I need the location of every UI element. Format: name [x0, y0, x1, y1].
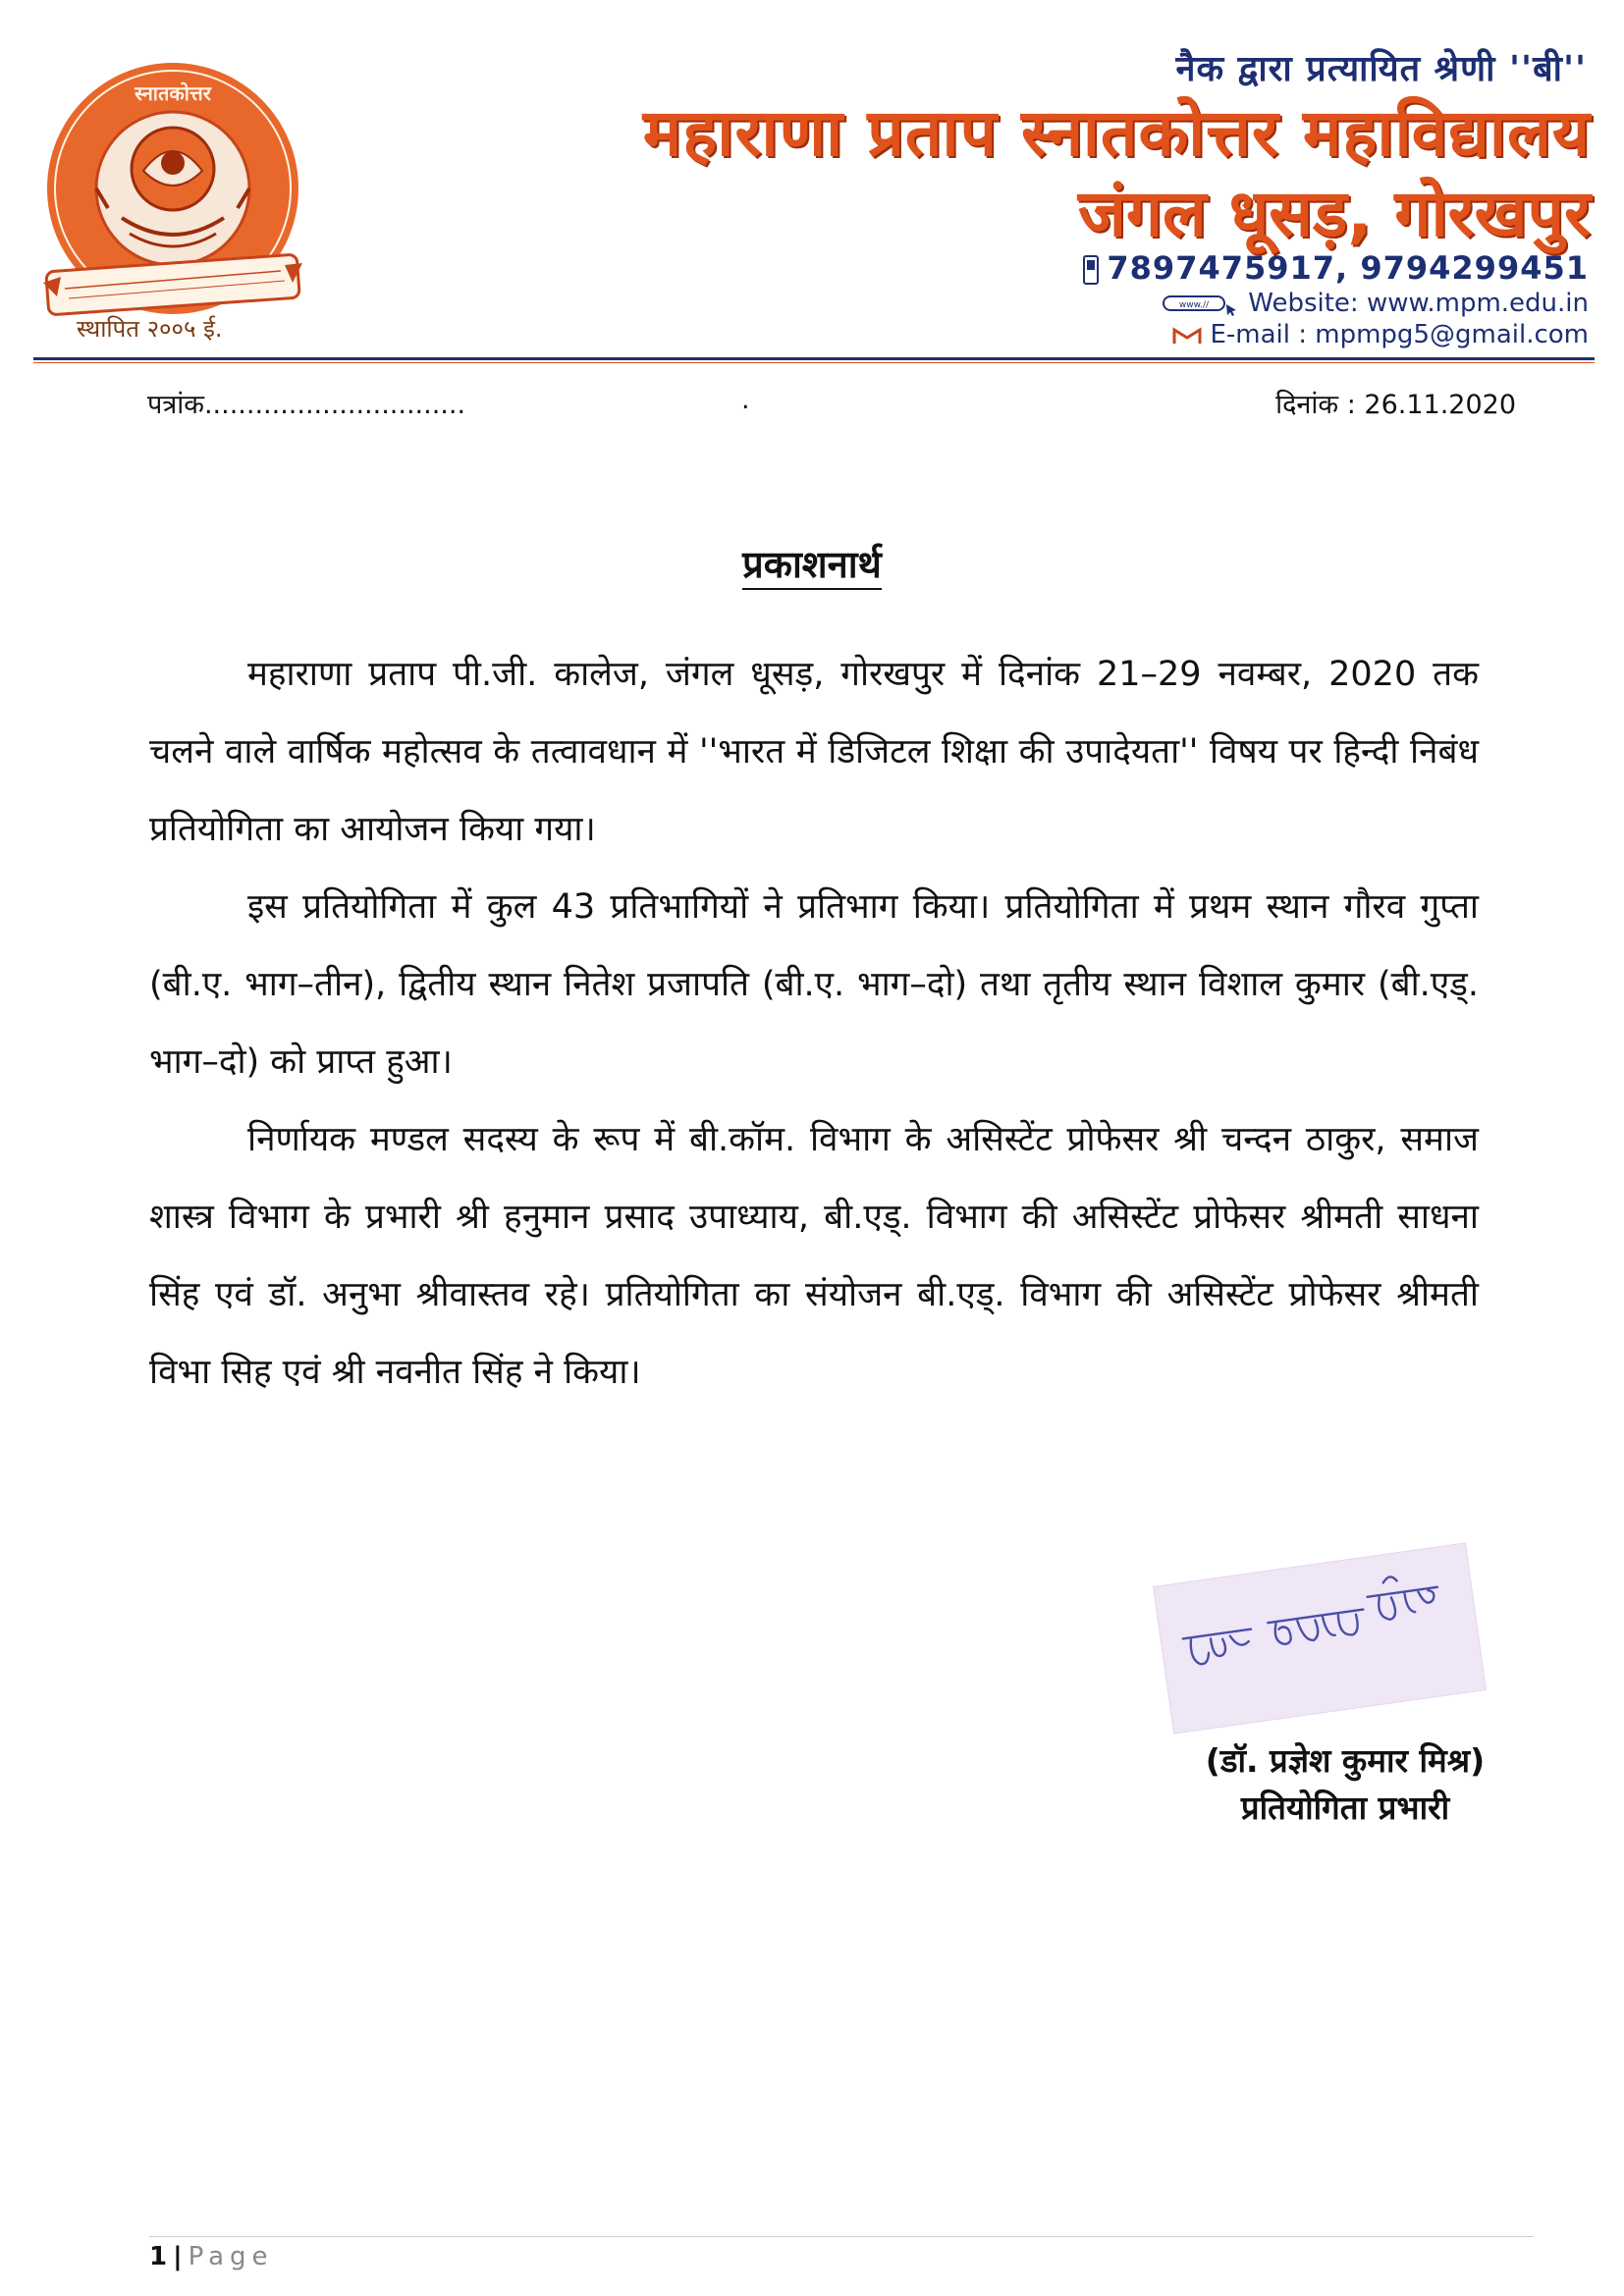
email-line: [1172, 320, 1589, 349]
phone-line: [1083, 249, 1589, 287]
page-footer: [149, 2242, 274, 2271]
page-word: Page: [188, 2242, 274, 2271]
date-value: 26.11.2020: [1364, 390, 1516, 420]
signature-scribble: [1154, 1543, 1486, 1733]
founded-year: स्थापित २००५ ई.: [77, 315, 223, 343]
letterhead: [0, 0, 1624, 373]
email-text[interactable]: E-mail : mpmpg5@gmail.com: [1210, 320, 1589, 349]
svg-text:स्नातकोत्तर: स्नातकोत्तर: [135, 81, 211, 105]
phone-numbers: 7897475917, 9794299451: [1107, 249, 1589, 287]
website-text[interactable]: Website: www.mpm.edu.in: [1248, 289, 1589, 318]
signatory-designation: प्रतियोगिता प्रभारी: [1240, 1789, 1450, 1827]
header-divider-accent: [33, 362, 1595, 363]
letter-heading-text: प्रकाशनार्थ: [742, 543, 882, 590]
signatory-name: (डॉ. प्रज्ञेश कुमार मिश्र): [1205, 1741, 1486, 1780]
reference-dot: .: [741, 385, 750, 415]
letter-date: [1275, 385, 1516, 421]
website-line: [1162, 289, 1589, 318]
date-label: दिनांक :: [1275, 390, 1365, 420]
paragraph-winners: इस प्रतियोगिता में कुल 43 प्रतिभागियों ने प्रतिभाग किया। प्रतियोगिता में प्रथम स्थान गौरव गुप्ता (बी.ए. भाग–तीन), द्वितीय स्थान नितेश प्रजापति (बी.ए. भाग–दो) तथा तृतीय स्थान विशाल कुमार (बी.एड्. भाग–दो) को प्राप्त हुआ।: [149, 887, 1479, 1082]
letter-heading: [0, 538, 1624, 589]
page-number: 1: [149, 2242, 168, 2271]
phone-icon: [1083, 255, 1099, 285]
mail-icon: [1172, 326, 1202, 346]
handwritten-signature: [1154, 1543, 1486, 1733]
reference-number: पत्रांक...............................: [147, 390, 466, 420]
paragraph-event: महाराणा प्रताप पी.जी. कालेज, जंगल धूसड़, गोरखपुर में दिनांक 21–29 नवम्बर, 2020 तक चलने वाले वार्षिक महोत्सव के तत्वावधान में ''भारत में डिजिटल शिक्षा की उपादेयता'' विषय पर हिन्दी निबंध प्रतियोगिता का आयोजन किया गया।: [149, 655, 1479, 849]
letter-body: [149, 636, 1479, 1412]
footer-divider: [149, 2236, 1534, 2237]
svg-text:www.//: www.//: [1179, 299, 1210, 310]
accreditation-text: नैक द्वारा प्रत्यायित श्रेणी ''बी'': [1175, 49, 1587, 89]
college-name: महाराणा प्रताप स्नातकोत्तर महाविद्यालय: [642, 95, 1591, 171]
page-separator: |: [173, 2242, 183, 2271]
web-icon: [1162, 293, 1240, 316]
college-seal-logo: [35, 61, 320, 355]
college-place: जंगल धूसड़, गोरखपुर: [1077, 176, 1591, 251]
header-divider: [33, 357, 1595, 360]
paragraph-judges: निर्णायक मण्डल सदस्य के रूप में बी.कॉम. विभाग के असिस्टेंट प्रोफेसर श्री चन्दन ठाकुर, समाज शास्त्र विभाग के प्रभारी श्री हनुमान प्रसाद उपाध्याय, बी.एड्. विभाग की असिस्टेंट प्रोफेसर श्रीमती साधना सिंह एवं डॉ. अनुभा श्रीवास्तव रहे। प्रतियोगिता का संयोजन बी.एड्. विभाग की असिस्टेंट प्रोफेसर श्रीमती विभा सिह एवं श्री नवनीत सिंह ने किया।: [149, 1120, 1479, 1392]
